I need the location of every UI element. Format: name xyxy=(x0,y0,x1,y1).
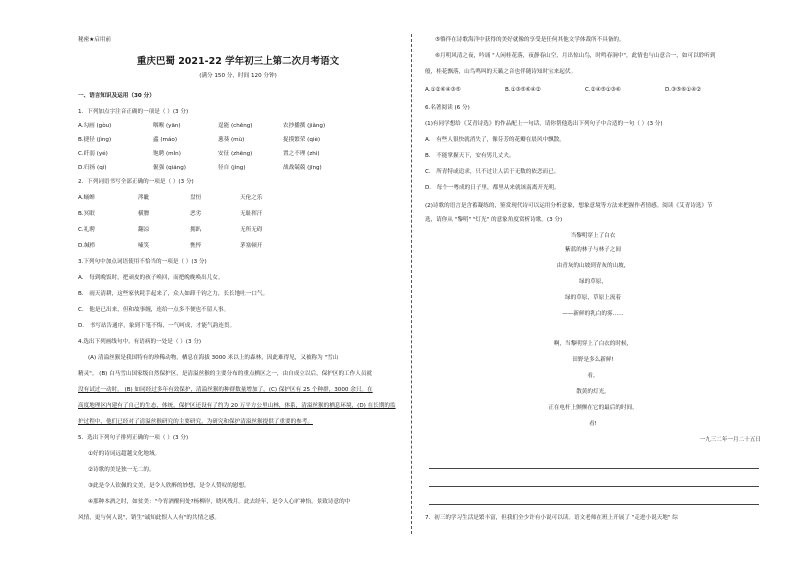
q5-item: ③此是令人钦佩的文美，是令人欣醉的妙想，是令人赞叹的慰想。 xyxy=(88,483,250,489)
secret-label: 秘密★启用前 xyxy=(78,37,111,43)
q5-item: ⑤徜徉在诗歌海洋中获得的美好就像的享受是任何其他文学体裁所不具备的。 xyxy=(435,37,625,43)
page-subtitle: (满分 150 分，时间 120 分钟) xyxy=(199,73,277,79)
q4-stem: 4.选出下列画线句中，有语病的一处是（ ）(3 分) xyxy=(78,339,202,345)
q6-2-stem: 选，请你从 "黎明" "灯光" 的意象角度赏析诗歌。(3 分) xyxy=(425,217,563,223)
q5-item: ④那种本酒之时，如贫美："今宵酒醒何处?杨柳岸，晓风残月。此去经年，是令人心旷神怡，景致诗意的中 xyxy=(88,499,351,505)
q4-para-line: 高度地理区内建有了自己的生态，体统，保护区还设有了约为 20 万平方公里山林，体系，清溢丝猴的栖息环境，(D) 在长期的监 xyxy=(78,403,396,409)
answer-line xyxy=(429,504,759,505)
answer-line xyxy=(429,486,759,487)
q5-stem: 5．选出下列句子排列正确的一项（ ）(3 分) xyxy=(78,435,189,441)
q6-1-option-a: A． 有些人很快就消失了，像芬芳的花瓣在晨风中飘散。 xyxy=(425,137,565,143)
q5-item: 风情，更与何人说"，销生"诚知此恨人人有"的共情之感。 xyxy=(78,515,220,521)
q7-stem: 7．初三的学习生活是繁丰富，但我们全少许有小说可以读。语文老师在班上开展了 "走进小说天地" 综 xyxy=(425,515,678,521)
q6-1-stem: (1)有同学想给《艾青诗选》的作品配上一句话，请你帮他选出下列句子中合适的一句（ ）(3 分) xyxy=(425,121,663,127)
q6-heading: 6.名著阅读 (6 分) xyxy=(425,105,470,111)
q1-stem: 1．下列加点字注音正确的一项是（ ）(3 分) xyxy=(78,109,189,115)
q3-option-b: B． 雨天清耕，这些家伙耗手起来了，众人如卸千钧之力，长长地吐一口气。 xyxy=(78,291,269,297)
q3-option-a: A． 每到晚饭时，把顽皮的孩子唤回，而把晚晚唤出儿女。 xyxy=(78,275,224,281)
poem-line: 正在电杆上颤颤在它的最后的时间。 xyxy=(548,405,638,411)
q4-para-line: 精灵"。 (B) 白马雪山国家级自然保护区，是清溢丝猴的主要分布的重点栖区之一，由自成立以后，保护区的工作人员就 xyxy=(78,371,373,377)
page-title: 重庆巴蜀 2021-22 学年初三上第二次月考语文 xyxy=(136,56,340,67)
q6-1-option-b: B． 不能掌握天下，安有男儿丈夫。 xyxy=(425,153,515,159)
poem-line: 田野是多么新鲜! xyxy=(572,357,614,363)
q4-para-line: 护过程中，他们已经对了清溢丝猴研究的主要研究，为研究和保护清溢丝猴提供了重要的参考。 xyxy=(78,419,313,425)
column-divider xyxy=(411,34,412,534)
q3-stem: 3.下列句中加点词语使用不恰当的一项是（ ）(3 分) xyxy=(78,259,207,265)
q6-1-option-c: C． 所青特或追求，只不过让人活于无数的依恋而已。 xyxy=(425,169,560,175)
poem-line: 看! xyxy=(589,421,597,427)
poem-line: 由青灰的山坡到青灰的山坡， xyxy=(556,263,630,269)
poem-line: 散黄的灯光， xyxy=(576,389,610,395)
poem-line: 紫蓝的林子与林子之间 xyxy=(565,247,621,253)
poem-line: 绿的草原， xyxy=(579,279,607,285)
q4-para-line: 没有试过一动时。 (B) 如同经过多年有效保护，清溢丝猴的种群数量增加了，(C) 保护区有 25 个种群，3000 余只。在 xyxy=(78,387,373,393)
q6-2-stem: (2)诗歌的语言是含蓄凝练的，鉴赏现代诗可以运用分析意象，想象意境等方法来把握作者情感。阅读《艾青诗选》节 xyxy=(425,203,713,209)
q3-option-c: C． 他是已出来，但和故事缠，连给一点多不便也不留人事。 xyxy=(78,307,230,313)
q6-1-option-d: D． 每个一粤成的日子里，都里从来就该南离开光明。 xyxy=(425,185,560,191)
q4-para-line: (A) 清溢丝猴是我国特有的珍稀动物，栖息在海拔 3000 米以上的森林，因此难得见，又被称为 "雪山 xyxy=(88,355,339,361)
section-heading: 一、语言知识及运用（30 分） xyxy=(78,93,155,99)
q5-item: ②诗歌的美是独一无二的。 xyxy=(88,467,155,473)
q3-option-d: D． 书写站告通序，象到下笔不悔，一气呵成，才能气韵连贯。 xyxy=(78,323,236,329)
q5-item: ①好的诗词远超越文化地域。 xyxy=(88,451,161,457)
poem-title: 当黎明穿上了白衣 xyxy=(570,233,616,239)
exam-page: 秘密★启用前 重庆巴蜀 2021-22 学年初三上第二次月考语文 (满分 150 分，时间 120 分钟) 一、语言知识及运用（30 分） 1．下列加点字注音正确的一项是（ ）(3 分) A.勾画 (gòu) 咽喉 (yān) 逞能 (chěng) 农抄播撰 (jiǎng) B.捷径 (jìng) 蟊 (máo) 葱葵 (mù) 捉摸繁荣 (qiè) C.纤弱 (yé) 饱聘 (mǐn) 安征 (zhēng) 置之不理 (zhì) D.归扬 (qí) 倔强 (qiáng) 径自 (jìng) 战战兢兢 (jīng) 2．下列词语书写全部正确的一项是（ ）(3 分) A.蛹蝉 涔眦 盘恒 天伦之乐 B.冥眠 横膘 恶劣 无耻挥汗 C.礼聘 翻凉 拥趴 无所无碍 D.缄栉 嗑笑 憔悴 茅塞顿开 3.下列句中加点词语使用不恰当的一项是（ ）(3 分) A． 每到晚饭时，把顽皮的孩子唤回，而把晚晚唤出儿女。 B． 雨天清耕，这些家伙耗手起来了，众人如卸千钧之力，长长地吐一口气。 C． 他是已出来，但和故事缠，连给一点多不便也不留人事。 D． 书写站告通序，象到下笔不悔，一气呵成，才能气韵连贯。 4.选出下列画线句中，有语病的一处是（ ）(3 分) (A) 清溢丝猴是我国特有的珍稀动物，栖息在海拔 3000 米以上的森林，因此难得见，又被称为 "雪山 精灵"。 (B) 白马雪山国家级自然保护区，是清溢丝猴的主要分布的重点栖区之一，由自成立以后，保护区的工作人员就 没有试过一动时。 (B) 如同经过多年有效保护，清溢丝猴的种群数量增加了，(C) 保护区有 25 个种群，3000 余只。在 高度地理区内建有了自己的生态，体统，保护区还设有了约为 20 万平方公里山林，体系，清溢丝猴的栖息环境，(D) 在长期的监 护过程中，他们已经对了清溢丝猴研究的主要研究，为研究和保护清溢丝猴提供了重要的参考。 5．选出下列句子排列正确的一项（ ）(3 分) ①好的诗词远超越文化地域。 ②诗歌的美是独一无二的。 ③此是令人钦佩的文美，是令人欣醉的妙想，是令人赞叹的慰想。 ④那种本酒之时，如贫美："今宵酒醒何处?杨柳岸，晓风残月。此去经年，是令人心旷神怡，景致诗意的中 风情，更与何人说"，销生"诚知此恨人人有"的共情之感。 ⑤徜徉在诗歌海洋中获得的美好就像的享受是任何其他文学体裁所不具备的。 ⑥月明风清之夜，吟诵 "人闲桂花落，夜静春山空，月出惊山鸟，时鸣春涧中"，此情也与山意合一，如可以聆听到 般，桂花飘落，山鸟鸣叫的天籁之音也伴随诗知时宝来起伏。 A.①②⑥④③⑤ B.①③⑤⑥④② C.②④⑤①③⑥ D.③⑤⑥①④② 6.名著阅读 (6 分) (1)有同学想给《艾青诗选》的作品配上一句话，请你帮他选出下列句子中合适的一句（ ）(3 分) A． 有些人很快就消失了，像芬芳的花瓣在晨风中飘散。 B． 不能掌握天下，安有男儿丈夫。 C． 所青特或追求，只不过让人活于无数的依恋而已。 D． 每个一粤成的日子里，都里从来就该南离开光明。 (2)诗歌的语言是含蓄凝练的，鉴赏现代诗可以运用分析意象，想象意境等方法来把握作者情感。阅读《艾青诗选》节 选，请你从 "黎明" "灯光" 的意象角度赏析诗歌。(3 分) 当黎明穿上了白衣 紫蓝的林子与林子之间 由青灰的山坡到青灰的山坡， 绿的草原， 绿的草原，草原上流着 ——新鲜的乳白的雾…… 啊，当黎明穿上了白衣的时候， 田野是多么新鲜! 看， 散黄的灯光， 正在电杆上颤颤在它的最后的时间。 看! 一九三二年一月二十五日 7．初三的学习生活是繁丰富，但我们全少许有小说可以读。语文老师在班上开展了 "走进小说天地" 综 xyxy=(0,0,794,562)
answer-line xyxy=(429,468,759,469)
poem-line: 看， xyxy=(587,373,599,379)
q5-item: ⑥月明风清之夜，吟诵 "人闲桂花落，夜静春山空，月出惊山鸟，时鸣春涧中"，此情也与山意合一，如可以聆听到 xyxy=(435,53,716,59)
q5-item: 般，桂花飘落，山鸟鸣叫的天籁之音也伴随诗知时宝来起伏。 xyxy=(425,69,577,75)
poem-line: 啊，当黎明穿上了白衣的时候， xyxy=(553,341,633,347)
q2-stem: 2．下列词语书写全部正确的一项是（ ）(3 分) xyxy=(78,179,194,185)
poem-date: 一九三二年一月二十五日 xyxy=(699,437,761,443)
poem-line: ——新鲜的乳白的雾…… xyxy=(562,311,624,317)
poem-line: 绿的草原，草原上流着 xyxy=(565,295,621,301)
